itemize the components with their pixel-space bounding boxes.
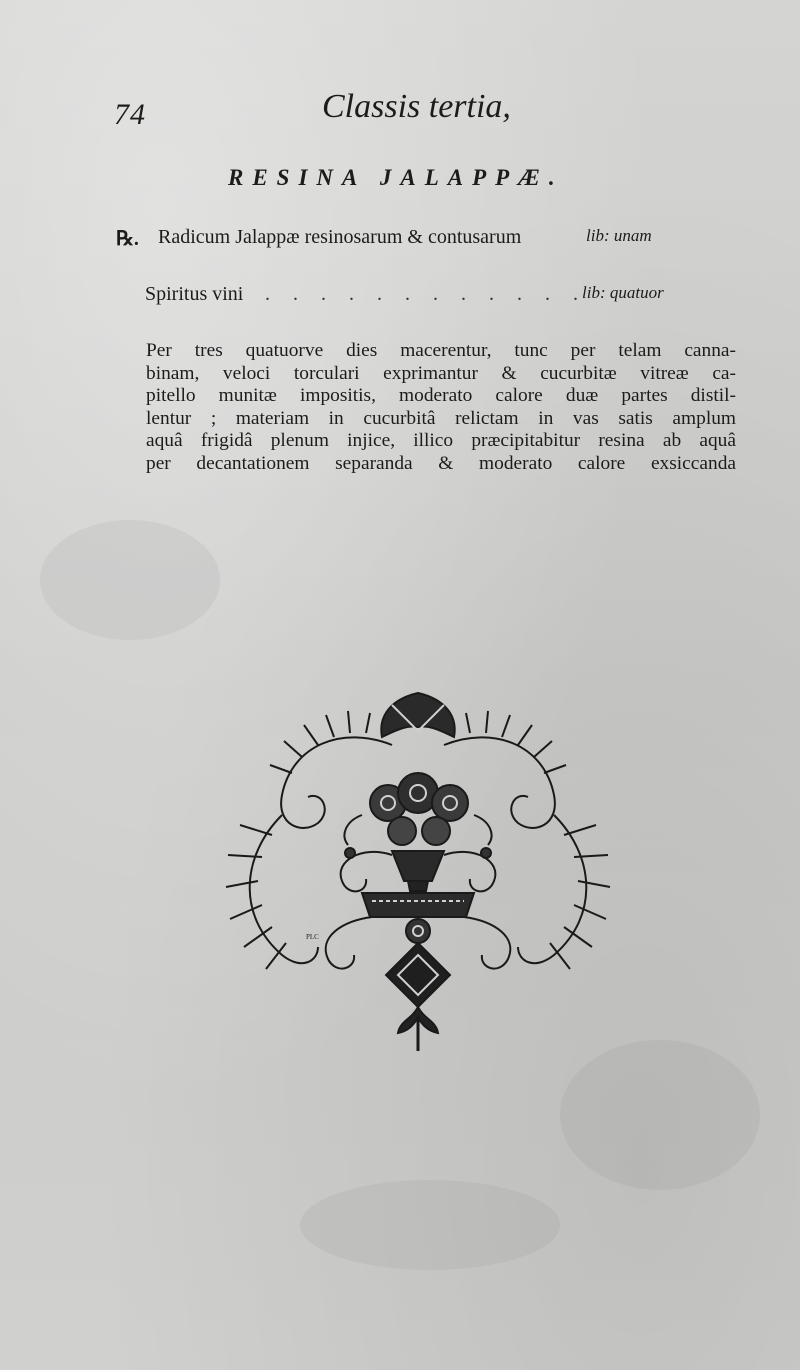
body-line: lentur ; materiam in cucurbitâ relictam in vas satis amplum xyxy=(146,407,736,429)
body-line: pitello munitæ impositis, moderato calore duæ partes distil- xyxy=(146,385,736,406)
floral-vase-tailpiece-icon xyxy=(222,685,614,1057)
dot-leaders: . . . . . . . . . . . . xyxy=(265,283,587,305)
engraver-signature: PLC xyxy=(306,933,319,941)
paper-stain xyxy=(560,1040,760,1190)
section-title: RESINA JALAPPÆ. xyxy=(228,165,564,190)
recipe-line xyxy=(116,226,716,256)
paper-stain xyxy=(300,1180,560,1270)
page-number: 74 xyxy=(114,98,146,131)
running-head: Classis tertia, xyxy=(322,88,511,125)
body-line: per decantationem separanda & moderato calore exsiccanda xyxy=(146,452,736,474)
body-line: Per tres quatuorve dies macerentur, tunc per telam canna- xyxy=(146,340,736,361)
recipe-line xyxy=(145,283,705,313)
recipe-ingredient: Spiritus vini xyxy=(145,283,244,305)
body-line: binam, veloci torculari exprimantur & cucurbitæ vitreæ ca- xyxy=(146,362,736,384)
recipe-symbol: ℞. xyxy=(116,228,139,250)
body-paragraph xyxy=(146,340,736,475)
body-line: aquâ frigidâ plenum injice, illico præcipitabitur resina ab aquâ xyxy=(146,430,736,451)
paper-stain xyxy=(40,520,220,640)
recipe-dose: lib: unam xyxy=(586,226,652,245)
recipe-dose: lib: quatuor xyxy=(582,283,664,302)
recipe-ingredient: Radicum Jalappæ resinosarum & contusarum xyxy=(158,226,522,248)
